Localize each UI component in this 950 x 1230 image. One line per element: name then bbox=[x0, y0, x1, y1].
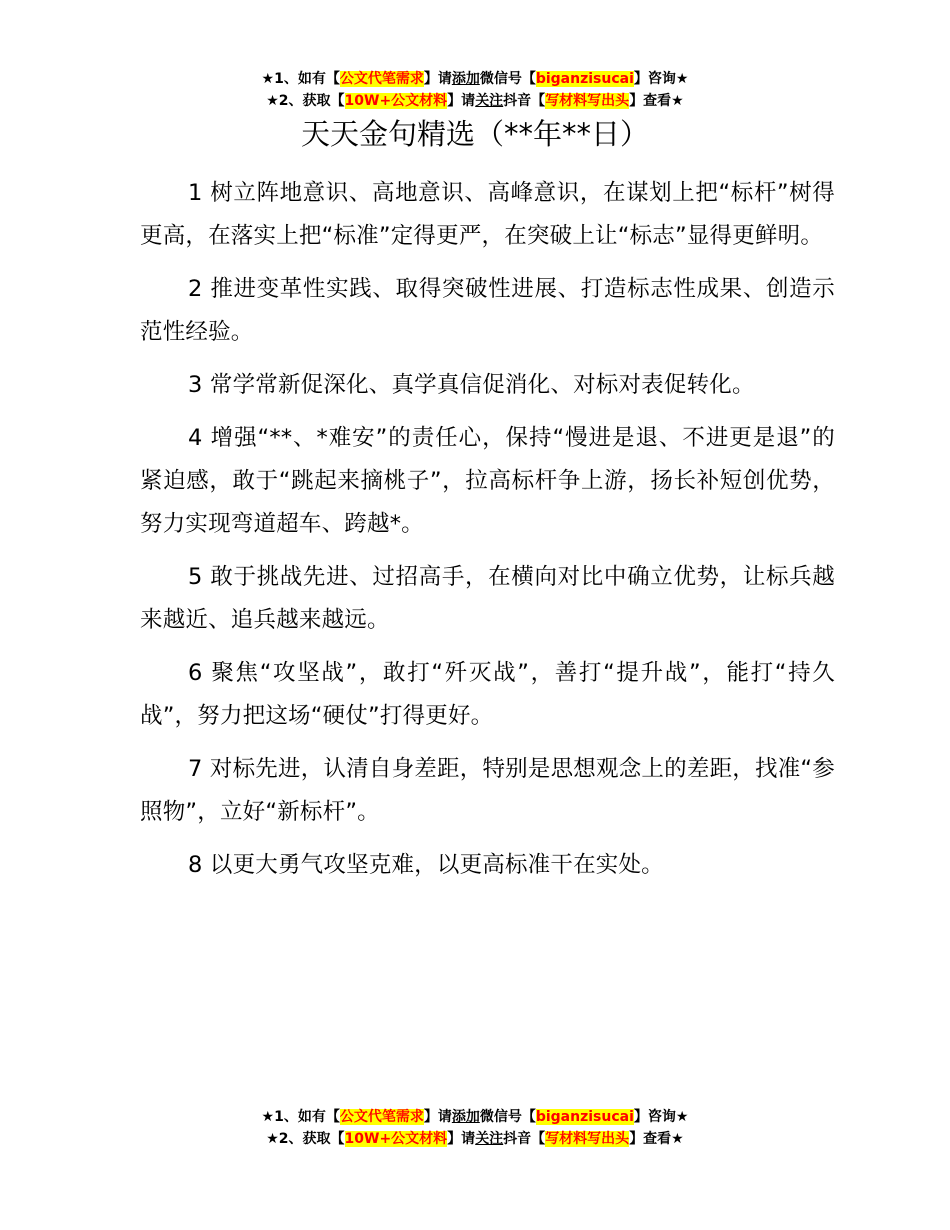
banner-text: 】请 bbox=[447, 93, 476, 109]
banner-underline: 关注 bbox=[475, 93, 504, 109]
paragraph-1: 1 树立阵地意识、高地意识、高峰意识，在谋划上把“标杆”树得更高，在落实上把“标准”定得更严，在突破上让“标志”显得更鲜明。 bbox=[140, 180, 835, 249]
footer-banner bbox=[0, 1106, 950, 1150]
banner-highlight: 公文代笔需求 bbox=[339, 1109, 424, 1125]
banner-highlight: biganzisucai bbox=[535, 71, 634, 87]
banner-text: 】咨询★ bbox=[633, 71, 689, 87]
banner-line-1 bbox=[0, 68, 950, 90]
banner-text: 抖音【 bbox=[503, 1131, 546, 1147]
banner-text: 】查看★ bbox=[629, 93, 684, 109]
banner-text: 】请 bbox=[423, 1109, 452, 1125]
banner-text: 微信号【 bbox=[479, 1109, 536, 1125]
banner-line-2 bbox=[0, 90, 950, 112]
banner-highlight: 10W+公文材料 bbox=[344, 93, 448, 109]
paragraph-4: 4 增强“**、*难安”的责任心，保持“慢进是退、不进更是退”的紧迫感，敢于“跳起来摘桃子”，拉高标杆争上游，扬长补短创优势，努力实现弯道超车、跨越*。 bbox=[140, 425, 835, 537]
paragraph-3: 3 常学常新促深化、真学真信促消化、对标对表促转化。 bbox=[188, 372, 755, 398]
banner-line-2 bbox=[0, 1128, 950, 1150]
banner-highlight: 10W+公文材料 bbox=[344, 1131, 448, 1147]
banner-text: ★1、如有【 bbox=[261, 71, 340, 87]
banner-underline: 关注 bbox=[475, 1131, 504, 1147]
paragraph-5: 5 敢于挑战先进、过招高手，在横向对比中确立优势，让标兵越来越近、追兵越来越远。 bbox=[140, 564, 835, 633]
banner-text: 】查看★ bbox=[629, 1131, 684, 1147]
document-body bbox=[140, 172, 835, 897]
banner-highlight: 写材料写出头 bbox=[545, 93, 630, 109]
banner-highlight: 写材料写出头 bbox=[545, 1131, 630, 1147]
banner-highlight: 公文代笔需求 bbox=[339, 71, 424, 87]
paragraph-7: 7 对标先进，认清自身差距，特别是思想观念上的差距，找准“参照物”，立好“新标杆”。 bbox=[140, 756, 835, 825]
banner-text: 】咨询★ bbox=[633, 1109, 689, 1125]
document-title: 天天金句精选（**年**日） bbox=[300, 117, 649, 151]
banner-text: ★2、获取【 bbox=[266, 93, 345, 109]
banner-underline: 添加 bbox=[451, 71, 480, 87]
banner-text: 】请 bbox=[423, 71, 452, 87]
paragraph-6: 6 聚焦“攻坚战”，敢打“歼灭战”，善打“提升战”，能打“持久战”，努力把这场“硬仗”打得更好。 bbox=[140, 660, 835, 729]
banner-text: ★1、如有【 bbox=[261, 1109, 340, 1125]
paragraph-2: 2 推进变革性实践、取得突破性进展、打造标志性成果、创造示范性经验。 bbox=[140, 276, 835, 345]
banner-text: 微信号【 bbox=[479, 71, 536, 87]
banner-line-1 bbox=[0, 1106, 950, 1128]
header-banner bbox=[0, 68, 950, 112]
banner-text: ★2、获取【 bbox=[266, 1131, 345, 1147]
banner-underline: 添加 bbox=[451, 1109, 480, 1125]
banner-text: 抖音【 bbox=[503, 93, 546, 109]
banner-text: 】请 bbox=[447, 1131, 476, 1147]
banner-highlight: biganzisucai bbox=[535, 1109, 634, 1125]
paragraph-8: 8 以更大勇气攻坚克难，以更高标准干在实处。 bbox=[188, 852, 664, 878]
